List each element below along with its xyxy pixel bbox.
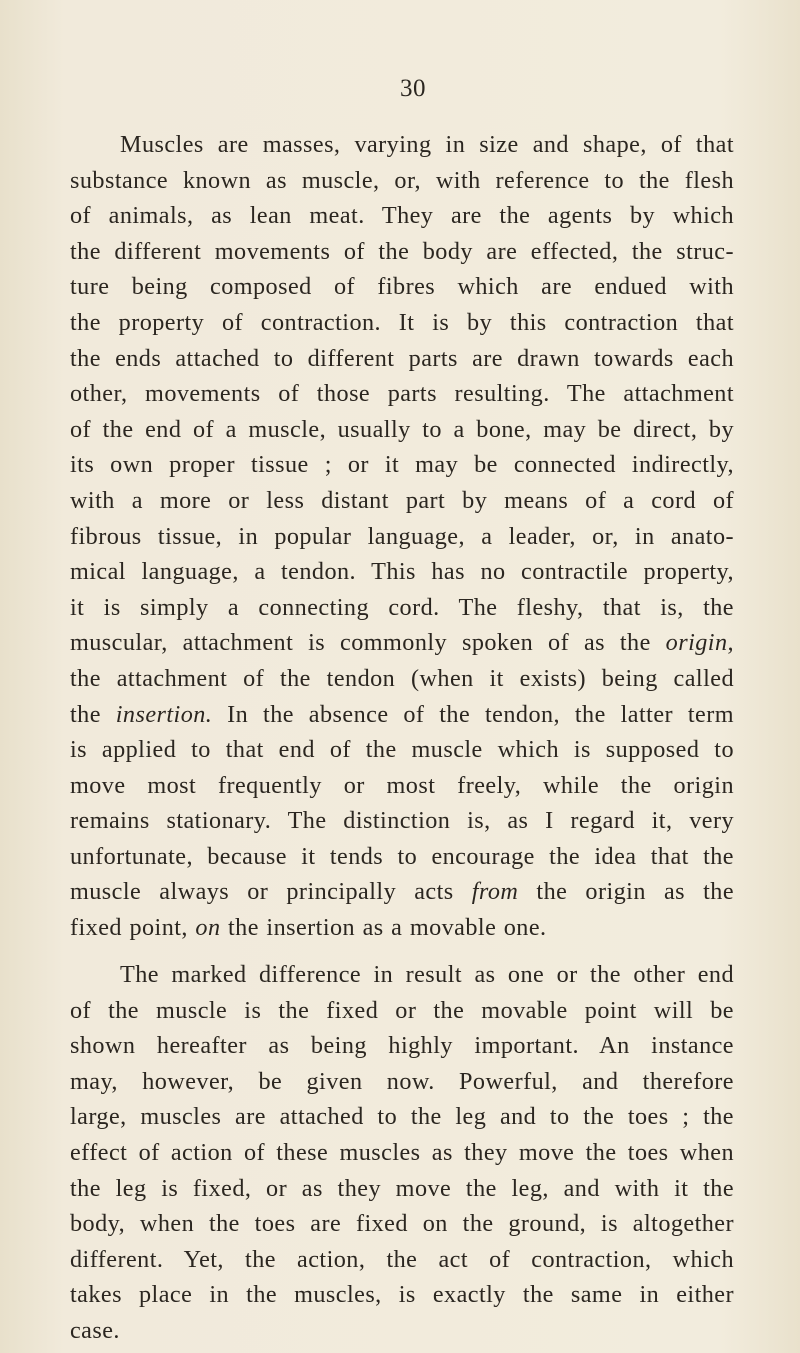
text-line bbox=[70, 1135, 734, 1171]
text-line bbox=[70, 839, 734, 875]
text-segment: move most frequently or most freely, while the origin bbox=[70, 771, 734, 799]
text-segment: may, however, be given now. Powerful, and therefore bbox=[70, 1067, 734, 1095]
text-line bbox=[70, 163, 734, 199]
text-line bbox=[70, 554, 734, 590]
text-segment: other, movements of those parts resulting. The attachment bbox=[70, 380, 734, 408]
page-number: 30 bbox=[400, 75, 426, 102]
text-segment: fixed point, bbox=[70, 914, 196, 942]
italic-term: insertion. bbox=[115, 700, 213, 728]
text-segment: its own proper tissue ; or it may be connected indirectly, bbox=[70, 451, 734, 479]
text-line bbox=[70, 803, 734, 839]
text-line bbox=[70, 269, 734, 305]
text-line bbox=[70, 768, 734, 804]
text-segment: the property of contraction. It is by this contraction that bbox=[70, 308, 734, 336]
text-segment: muscular, attachment is commonly spoken of as the bbox=[70, 629, 666, 657]
text-line bbox=[70, 1064, 734, 1100]
text-line bbox=[70, 874, 734, 910]
text-segment: body, when the toes are fixed on the ground, is altogether bbox=[70, 1210, 734, 1238]
text-line bbox=[70, 341, 734, 377]
paragraph-1 bbox=[70, 127, 734, 946]
text-line bbox=[70, 625, 734, 661]
text-segment: substance known as muscle, or, with reference to the flesh bbox=[70, 166, 734, 194]
text-segment: mical language, a tendon. This has no contractile property, bbox=[70, 558, 734, 586]
text-segment: takes place in the muscles, is exactly the same in either bbox=[70, 1281, 734, 1309]
text-line bbox=[70, 993, 734, 1029]
text-segment: of the end of a muscle, usually to a bone, may be direct, by bbox=[70, 415, 734, 443]
text-line bbox=[70, 957, 734, 993]
text-segment: Muscles are masses, varying in size and shape, of that bbox=[120, 131, 734, 158]
text-segment: it is simply a connecting cord. The fleshy, that is, the bbox=[70, 593, 734, 621]
text-segment: the bbox=[70, 700, 116, 728]
text-line bbox=[70, 519, 734, 555]
text-segment: case. bbox=[70, 1316, 120, 1344]
text-segment: ture being composed of fibres which are endued with bbox=[70, 273, 734, 301]
text-segment: fibrous tissue, in popular language, a leader, or, in anato- bbox=[70, 522, 734, 550]
italic-term: origin, bbox=[665, 629, 734, 657]
text-segment: effect of action of these muscles as they move the toes when bbox=[70, 1138, 734, 1166]
italic-term: on bbox=[195, 914, 221, 942]
text-line bbox=[70, 1028, 734, 1064]
text-segment: the insertion as a movable one. bbox=[220, 914, 547, 942]
text-line bbox=[70, 234, 734, 270]
text-segment: The marked difference in result as one or the other end bbox=[120, 961, 734, 988]
text-line bbox=[70, 1171, 734, 1207]
text-line bbox=[70, 447, 734, 483]
text-line bbox=[70, 412, 734, 448]
text-segment: the leg is fixed, or as they move the leg, and with it the bbox=[70, 1174, 734, 1202]
text-line bbox=[70, 1099, 734, 1135]
text-segment: the different movements of the body are effected, the struc- bbox=[70, 237, 734, 265]
text-segment: of animals, as lean meat. They are the agents by which bbox=[70, 202, 734, 230]
text-line bbox=[70, 1206, 734, 1242]
text-line bbox=[70, 1313, 734, 1349]
text-segment: the ends attached to different parts are drawn towards each bbox=[70, 344, 734, 372]
italic-term: from bbox=[471, 878, 519, 906]
paragraph-2 bbox=[70, 957, 734, 1349]
text-line bbox=[70, 376, 734, 412]
text-line bbox=[70, 590, 734, 626]
text-segment: the attachment of the tendon (when it exists) being called bbox=[70, 664, 734, 692]
text-line bbox=[70, 483, 734, 519]
text-line bbox=[70, 1242, 734, 1278]
text-segment: of the muscle is the fixed or the movable point will be bbox=[70, 996, 734, 1024]
text-line bbox=[70, 305, 734, 341]
text-segment: In the absence of the tendon, the latter term bbox=[212, 700, 734, 728]
text-line bbox=[70, 1277, 734, 1313]
text-segment: muscle always or principally acts bbox=[70, 878, 472, 906]
text-segment: unfortunate, because it tends to encourage the idea that the bbox=[70, 842, 734, 870]
text-line bbox=[70, 697, 734, 733]
text-segment: is applied to that end of the muscle which is supposed to bbox=[70, 736, 734, 764]
text-segment: remains stationary. The distinction is, as I regard it, very bbox=[70, 807, 734, 835]
text-segment: shown hereafter as being highly important. An instance bbox=[70, 1032, 734, 1060]
text-segment: different. Yet, the action, the act of contraction, which bbox=[70, 1245, 734, 1273]
text-line bbox=[70, 910, 734, 946]
text-line bbox=[70, 661, 734, 697]
text-line bbox=[70, 198, 734, 234]
text-line bbox=[70, 732, 734, 768]
text-segment: the origin as the bbox=[518, 878, 735, 906]
text-segment: large, muscles are attached to the leg and to the toes ; the bbox=[70, 1103, 734, 1131]
text-segment: with a more or less distant part by means of a cord of bbox=[70, 486, 734, 514]
text-line bbox=[70, 127, 734, 163]
